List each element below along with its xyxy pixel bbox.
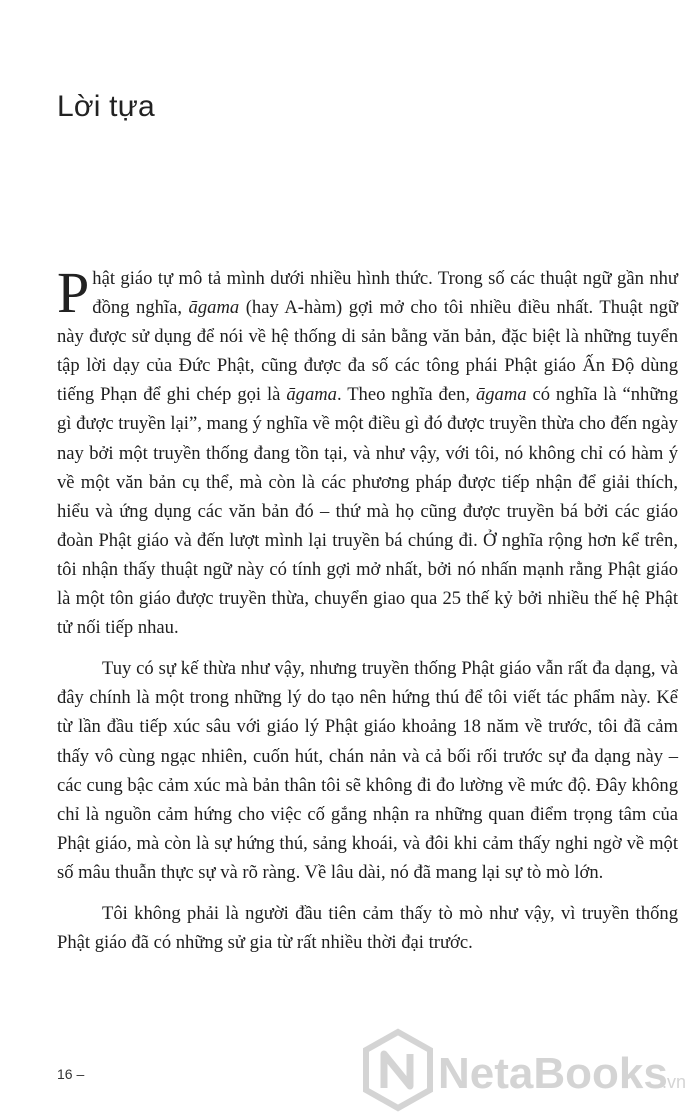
paragraph-1-text: hật giáo tự mô tả mình dưới nhiều hình thức. Trong số các thuật ngữ gần như đồng nghĩa, āgama (hay A-hàm) gợi mở cho tôi nhiều điều nhất. Thuật ngữ này được sử dụng để nói về hệ thống di sản bằng văn bản, đặc biệt là những tuyển tập lời dạy của Đức Phật, cũng được đa số các tông phái Phật giáo Ấn Độ dùng tiếng Phạn để ghi chép gọi là āgama. Theo nghĩa đen, āgama có nghĩa là “những gì được truyền lại”, mang ý nghĩa về một điều gì đó được truyền thừa cho đến ngày nay bởi một truyền thống đang tồn tại, và như vậy, với tôi, nó không chỉ có hàm ý về một văn bản cụ thể, mà còn là các phương pháp được tiếp nhận để giải thích, hiểu và ứng dụng các văn bản đó – thứ mà họ cũng được truyền bá bởi các giáo đoàn Phật giáo và đến lượt mình lại truyền bá chúng đi. Ở nghĩa rộng hơn kể trên, tôi nhận thấy thuật ngữ này có tính gợi mở nhất, bởi nó nhấn mạnh rằng Phật giáo là một tôn giáo được truyền thừa, chuyển giao qua 25 thế kỷ bởi nhiều thế hệ Phật tử nối tiếp nhau. — [57, 268, 679, 639]
netabooks-n-logo-icon — [366, 1032, 430, 1108]
paragraph-3: Tôi không phải là người đầu tiên cảm thấy tò mò như vậy, vì truyền thống Phật giáo đã có những sử gia từ rất nhiều thời đại trước. — [57, 902, 678, 954]
page-number: 16 – — [57, 1066, 85, 1082]
body-text — [57, 260, 679, 957]
paragraph-1 — [57, 260, 679, 642]
watermark-suffix: .vn — [662, 1072, 687, 1092]
drop-cap: P — [57, 260, 90, 325]
netabooks-watermark — [362, 1028, 692, 1116]
chapter-title: Lời tựa — [57, 90, 155, 123]
watermark-brand: NetaBooks — [438, 1049, 668, 1098]
paragraph-2: Tuy có sự kế thừa như vậy, nhưng truyền thống Phật giáo vẫn rất đa dạng, và đây chính là một trong những lý do tạo nên hứng thú để tôi viết tác phẩm này. Kể từ lần đầu tiếp xúc sâu với giáo lý Phật giáo khoảng 18 năm về trước, tôi đã cảm thấy vô cùng ngạc nhiên, cuốn hút, chán nản và cả bối rối trước sự đa dạng này – các cung bậc cảm xúc mà bản thân tôi sẽ không đi đo lường về mức độ. Đây không chỉ là nguồn cảm hứng cho việc cố gắng nhận ra những quan điểm trọng tâm của Phật giáo, mà còn là sự hứng thú, sảng khoái, và đôi khi cảm thấy nghi ngờ về một số mâu thuẫn thực sự và rõ ràng. Về lâu dài, nó đã mang lại sự tò mò lớn. — [57, 658, 678, 883]
